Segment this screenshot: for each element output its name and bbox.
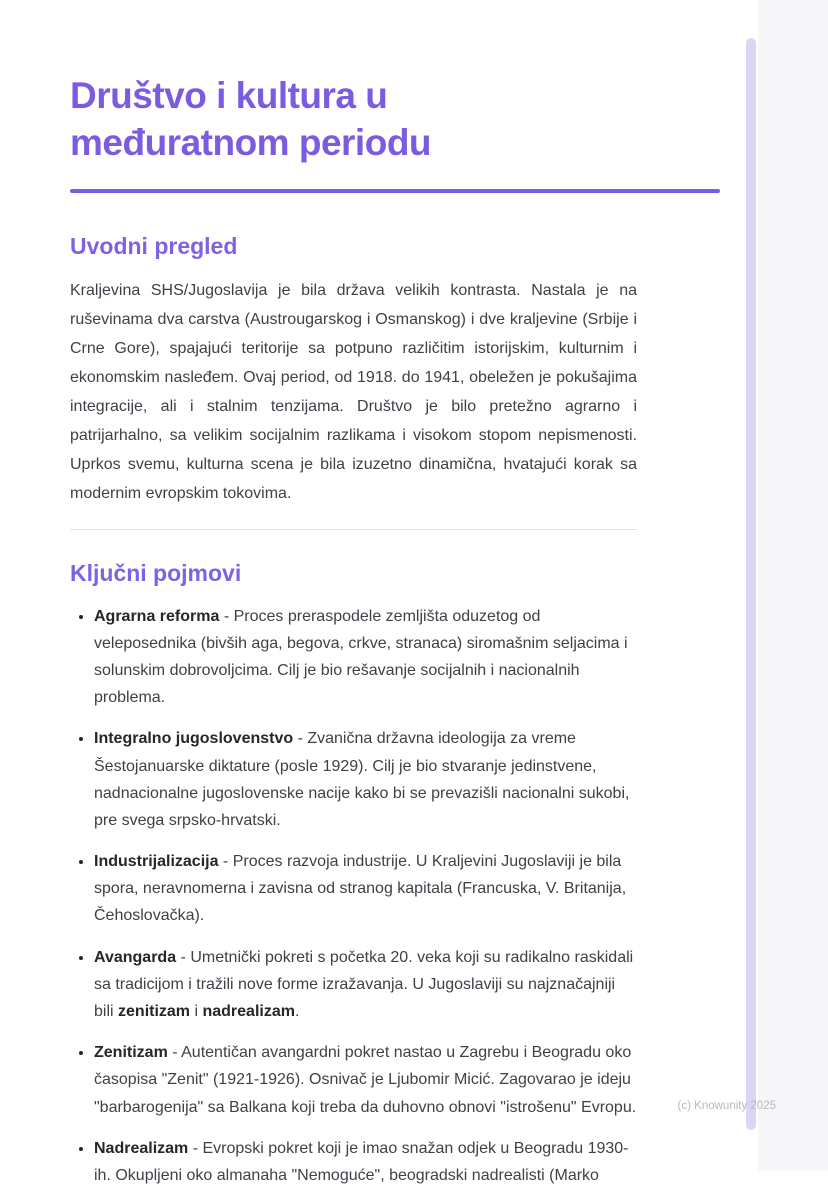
list-item-zenitizam xyxy=(94,1039,637,1121)
intro-paragraph: Kraljevina SHS/Jugoslavija je bila država velikih kontrasta. Nastala je na ruševinama dva carstva (Austrougarskog i Osmanskog) i dve kraljevine (Srbije i Crne Gore), spajajući teritorije sa potpuno različitim istorijskim, kulturnim i ekonomskim nasleđem. Ovaj period, od 1918. do 1941, obeležen je pokušajima integracije, ali i stalnim tenzijama. Društvo je bilo pretežno agrarno i patrijarhalno, sa velikim socijalnim razlikama i visokom stopom nepismenosti. Uprkos svemu, kulturna scena je bila izuzetno dinamična, hvatajući korak sa modernim evropskim tokovima. xyxy=(70,281,637,503)
term-label: Integralno jugoslovenstvo xyxy=(94,730,294,748)
term-label: Nadrealizam xyxy=(94,1139,189,1157)
term-description: - Autentičan avangardni pokret nastao u Zagrebu i Beogradu oko časopisa "Zenit" (1921-1926). Osnivač je Ljubomir Micić. Zagovarao je ideju "barbarogenija" sa Balkana koji treba da duhovno obnovi "istrošenu" Evropu. xyxy=(94,1044,637,1116)
term-label: Industrijalizacija xyxy=(94,853,219,871)
term-description: - Umetnički pokreti s početka 20. veka koji su radikalno raskidali sa tradicijom i tražili nove forme izražavanja. U Jugoslaviji su najznačajniji bili xyxy=(94,948,634,1021)
term-description: . xyxy=(294,1003,300,1021)
document-page xyxy=(70,72,637,1203)
list-item-integralno-jugoslovenstvo xyxy=(94,725,637,834)
term-description: - Proces razvoja industrije. U Kraljevini Jugoslaviji je bila spora, neravnomerna i zavisna od stranog kapitala (Francuska, V. Britanija, Čehoslovačka). xyxy=(94,853,627,925)
list-item-agrarna-reforma xyxy=(94,603,637,712)
list-item-nadrealizam xyxy=(94,1135,637,1189)
term-label: Avangarda xyxy=(94,948,177,966)
term-description: - Evropski pokret koji je imao snažan odjek u Beogradu 1930-ih. Okupljeni oko almanaha "Nemoguće", beogradski nadrealisti (Marko xyxy=(94,1139,629,1184)
section-divider xyxy=(70,529,637,530)
list-item-industrijalizacija xyxy=(94,848,637,930)
section-heading-uvodni-pregled: Uvodni pregled xyxy=(70,232,238,259)
inline-bold-nadrealizam: nadrealizam xyxy=(202,1003,295,1021)
term-description: - Zvanična državna ideologija za vreme Šestojanuarske diktature (posle 1929). Cilj je bio stvaranje jedinstvene, nadnacionalne jugoslovenske nacije kako bi se prevazišli nacionalni sukobi, pre svega srpsko-hrvatski. xyxy=(94,730,630,829)
term-description: - Proces preraspodele zemljišta oduzetog od veleposednika (bivših aga, begova, crkve, stranaca) siromašnim seljacima i solunskim dobrovoljcima. Cilj je bio rešavanje socijalnih i nacionalnih problema. xyxy=(94,607,628,707)
term-label: Agrarna reforma xyxy=(94,607,220,625)
section-heading-kljucni-pojmovi: Ključni pojmovi xyxy=(70,559,242,586)
term-description: i xyxy=(190,1003,203,1021)
scrollbar-thumb[interactable] xyxy=(746,38,756,1130)
term-label: Zenitizam xyxy=(94,1044,168,1062)
title-divider xyxy=(70,189,720,193)
page-right-gutter xyxy=(758,0,828,1171)
page-title: Društvo i kultura u međuratnom periodu xyxy=(70,75,432,164)
key-terms-list xyxy=(70,603,637,1190)
inline-bold-zenitizam: zenitizam xyxy=(118,1003,191,1021)
list-item-avangarda xyxy=(94,944,637,1026)
copyright-text: (c) Knowunity 2025 xyxy=(677,1100,776,1112)
